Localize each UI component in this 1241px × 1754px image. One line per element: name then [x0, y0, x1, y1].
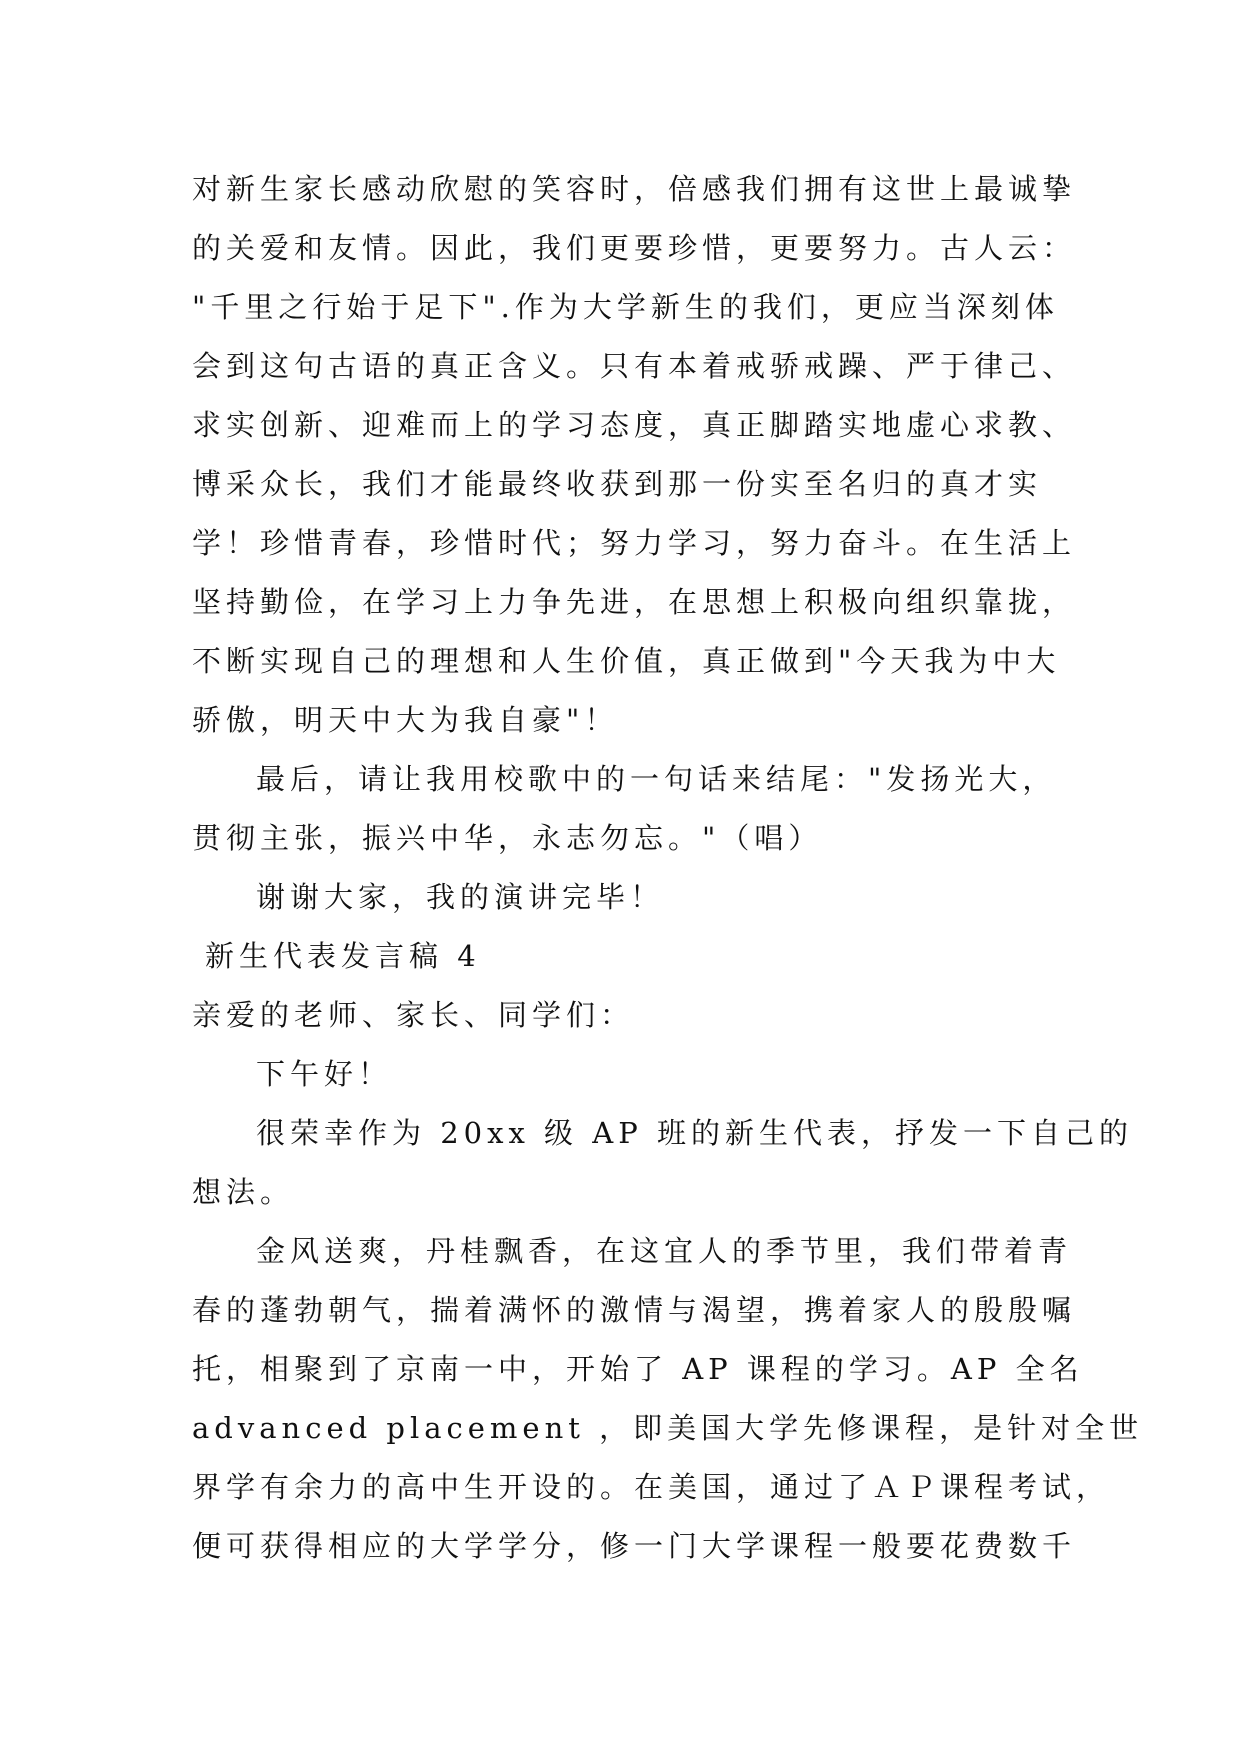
text-line: 的关爱和友情。因此，我们更要珍惜，更要努力。古人云： [192, 231, 1077, 265]
text-line: 不断实现自己的理想和人生价值，真正做到"今天我为中大 [192, 644, 1061, 678]
salutation: 亲爱的老师、家长、同学们： [192, 998, 635, 1032]
closing-line: 谢谢大家，我的演讲完毕！ [256, 880, 665, 914]
document-body [192, 160, 1144, 1576]
text-line: 对新生家长感动欣慰的笑容时，倍感我们拥有这世上最诚挚 [192, 172, 1077, 206]
text-line: 春的蓬勃朝气，揣着满怀的激情与渴望，携着家人的殷殷嘱 [192, 1293, 1077, 1327]
text-line: 很荣幸作为 20xx 级 AP 班的新生代表，抒发一下自己的 [256, 1116, 1133, 1150]
text-line: 坚持勤俭，在学习上力争先进，在思想上积极向组织靠拢， [192, 585, 1077, 619]
text-line: 学！珍惜青春，珍惜时代；努力学习，努力奋斗。在生活上 [192, 526, 1077, 560]
text-line: 托，相聚到了京南一中，开始了 AP 课程的学习。AP 全名 [192, 1352, 1084, 1386]
section-heading: 新生代表发言稿 4 [205, 939, 481, 973]
text-line: 想法。 [192, 1175, 295, 1209]
text-line: 贯彻主张，振兴中华，永志勿忘。"（唱） [192, 821, 823, 855]
text-line: "千里之行始于足下".作为大学新生的我们，更应当深刻体 [192, 290, 1059, 324]
text-line: advanced placement ，即美国大学先修课程，是针对全世 [192, 1411, 1144, 1445]
text-line: 界学有余力的高中生开设的。在美国，通过了ＡＰ课程考试， [192, 1470, 1111, 1504]
greeting: 下午好！ [256, 1057, 393, 1091]
text-line: 骄傲，明天中大为我自豪"！ [192, 703, 619, 737]
text-line: 金风送爽，丹桂飘香，在这宜人的季节里，我们带着青 [256, 1234, 1073, 1268]
text-line: 博采众长，我们才能最终收获到那一份实至名归的真才实 [192, 467, 1043, 501]
text-line: 最后，请让我用校歌中的一句话来结尾："发扬光大， [256, 762, 1057, 796]
text-line: 求实创新、迎难而上的学习态度，真正脚踏实地虚心求教、 [192, 408, 1077, 442]
text-line: 会到这句古语的真正含义。只有本着戒骄戒躁、严于律己、 [192, 349, 1077, 383]
text-line: 便可获得相应的大学学分，修一门大学课程一般要花费数千 [192, 1529, 1077, 1563]
